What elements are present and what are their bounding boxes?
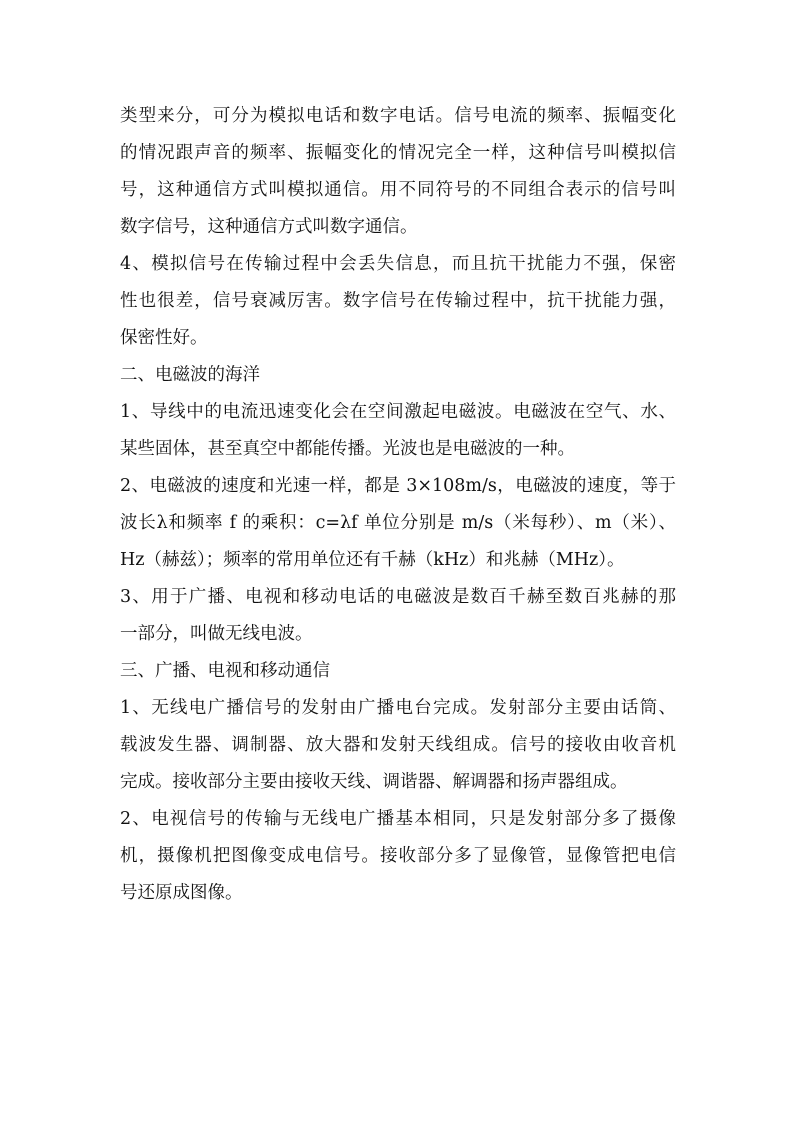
text-line: 数字信号，这种通信方式叫数字通信。 (120, 217, 418, 237)
text-line: 2、电磁波的速度和光速一样，都是 3×108m/s，电磁波的速度，等于 (120, 476, 676, 496)
text-line: 类型来分，可分为模拟电话和数字电话。信号电流的频率、振幅变化 (120, 106, 676, 126)
text-line: 号还原成图像。 (120, 883, 243, 903)
text-line: 3、用于广播、电视和移动电话的电磁波是数百千赫至数百兆赫的那 (120, 587, 676, 607)
paragraph-radio-broadcast (120, 690, 676, 801)
paragraph-em-wave-propagation (120, 394, 676, 468)
text-line: 某些固体，甚至真空中都能传播。光波也是电磁波的一种。 (120, 439, 575, 459)
section-heading-broadcast (120, 653, 676, 690)
paragraph-telephone-types (120, 98, 676, 246)
text-line: 机，摄像机把图像变成电信号。接收部分多了显像管，显像管把电信 (120, 846, 676, 866)
section-heading-em-waves (120, 357, 676, 394)
text-line: 一部分，叫做无线电波。 (120, 624, 313, 644)
section-heading: 二、电磁波的海洋 (120, 365, 260, 385)
paragraph-radio-waves (120, 579, 676, 653)
text-line: 2、电视信号的传输与无线电广播基本相同，只是发射部分多了摄像 (120, 809, 676, 829)
text-line: 的情况跟声音的频率、振幅变化的情况完全一样，这种信号叫模拟信 (120, 143, 676, 163)
paragraph-analog-vs-digital (120, 246, 676, 357)
paragraph-em-wave-speed (120, 468, 676, 579)
document-body (120, 98, 676, 912)
text-line: 波长λ和频率 f 的乘积：c=λf 单位分别是 m/s（米每秒）、m（米）、 (120, 513, 676, 533)
text-line: 性也很差，信号衰减厉害。数字信号在传输过程中，抗干扰能力强， (120, 291, 676, 311)
text-line: 1、导线中的电流迅速变化会在空间激起电磁波。电磁波在空气、水、 (120, 402, 676, 422)
text-line: 完成。接收部分主要由接收天线、调谐器、解调器和扬声器组成。 (120, 772, 628, 792)
text-line: Hz（赫兹）；频率的常用单位还有千赫（kHz）和兆赫（MHz）。 (120, 550, 625, 570)
text-line: 号，这种通信方式叫模拟通信。用不同符号的不同组合表示的信号叫 (120, 180, 676, 200)
text-line: 保密性好。 (120, 328, 208, 348)
text-line: 4、模拟信号在传输过程中会丢失信息，而且抗干扰能力不强，保密 (120, 254, 676, 274)
section-heading: 三、广播、电视和移动通信 (120, 661, 330, 681)
paragraph-tv-signal (120, 801, 676, 912)
text-line: 载波发生器、调制器、放大器和发射天线组成。信号的接收由收音机 (120, 735, 676, 755)
text-line: 1、无线电广播信号的发射由广播电台完成。发射部分主要由话筒、 (120, 698, 676, 718)
